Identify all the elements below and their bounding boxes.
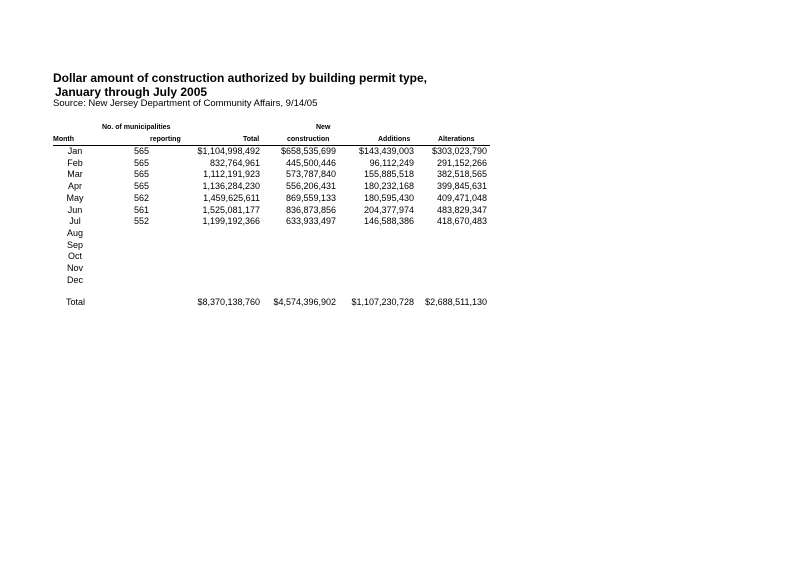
total-additions-cell: $1,107,230,728 (351, 297, 414, 307)
header-new-top: New (316, 124, 331, 131)
month-cell: Apr (67, 181, 82, 192)
additions-cell: 155,885,518 (363, 169, 414, 180)
month-cell: Jun (67, 204, 83, 215)
municipalities-cell: 552 (133, 216, 149, 227)
month-cell: Dec (66, 274, 83, 285)
month-cell: Oct (67, 251, 82, 262)
municipalities-cell: 565 (133, 169, 149, 180)
report-title-line-2: January through July 2005 (55, 85, 208, 99)
municipalities-cell: 565 (133, 146, 149, 156)
source-note: Source: New Jersey Department of Community Affairs, 9/14/05 (53, 98, 318, 109)
header-additions: Additions (378, 136, 411, 143)
total-cell: $1,104,998,492 (197, 146, 260, 156)
header-municipalities-bottom: reporting (150, 136, 181, 143)
report-title-line-1: Dollar amount of construction authorized by building permit type, (53, 71, 428, 85)
header-municipalities-top: No. of municipalities (102, 124, 171, 131)
additions-cell: 146,588,386 (363, 216, 414, 227)
header-alterations: Alterations (438, 136, 475, 143)
table-row (0, 275, 800, 287)
total-row (0, 297, 800, 309)
month-cell: Jul (69, 216, 81, 227)
additions-cell: 180,595,430 (363, 192, 414, 203)
table-row (0, 169, 800, 181)
total-cell: 832,764,961 (209, 157, 260, 168)
month-cell: Feb (67, 157, 83, 168)
month-cell: Mar (67, 169, 83, 180)
table-row (0, 146, 800, 158)
table-row (0, 193, 800, 205)
alterations-cell: $303,023,790 (431, 146, 487, 156)
total-label: Total (66, 297, 86, 307)
total-total-cell: $8,370,138,760 (197, 297, 260, 307)
total-cell: 1,525,081,177 (202, 204, 260, 215)
month-cell: Aug (66, 227, 83, 238)
total-alterations-cell: $2,688,511,130 (425, 297, 487, 307)
municipalities-cell: 565 (133, 157, 149, 168)
month-cell: Jan (67, 146, 83, 156)
table-row (0, 158, 800, 170)
municipalities-cell: 562 (133, 192, 149, 203)
alterations-cell: 418,670,483 (436, 216, 487, 227)
new-construction-cell: 633,933,497 (285, 216, 336, 227)
alterations-cell: 399,845,631 (436, 181, 487, 192)
table-row (0, 205, 800, 217)
alterations-cell: 291,152,266 (436, 157, 487, 168)
table-row (0, 228, 800, 240)
new-construction-cell: 836,873,856 (285, 204, 336, 215)
total-cell: 1,459,625,611 (203, 192, 260, 203)
total-new-construction-cell: $4,574,396,902 (273, 297, 336, 307)
month-cell: Sep (66, 239, 83, 250)
table-row (0, 263, 800, 275)
additions-cell: 180,232,168 (363, 181, 414, 192)
header-month: Month (53, 136, 74, 143)
new-construction-cell: 573,787,840 (285, 169, 336, 180)
alterations-cell: 409,471,048 (436, 192, 487, 203)
month-cell: Nov (66, 263, 83, 273)
additions-cell: 204,377,974 (363, 204, 414, 215)
header-total: Total (243, 136, 260, 143)
additions-cell: $143,439,003 (358, 146, 414, 156)
new-construction-cell: $658,535,699 (280, 146, 336, 156)
month-cell: May (66, 192, 84, 203)
alterations-cell: 483,829,347 (436, 204, 487, 215)
table-row (0, 251, 800, 263)
municipalities-cell: 561 (133, 204, 149, 215)
new-construction-cell: 445,500,446 (285, 157, 336, 168)
new-construction-cell: 556,206,431 (285, 181, 336, 192)
new-construction-cell: 869,559,133 (285, 192, 336, 203)
municipalities-cell: 565 (133, 181, 149, 192)
total-cell: 1,136,284,230 (202, 181, 260, 192)
table-row (0, 216, 800, 228)
additions-cell: 96,112,249 (369, 157, 414, 168)
header-new-bottom: construction (287, 136, 330, 143)
table-row (0, 240, 800, 252)
total-cell: 1,199,192,366 (202, 216, 260, 227)
alterations-cell: 382,518,565 (436, 169, 487, 180)
total-cell: 1,112,191,923 (203, 169, 260, 180)
table-row (0, 181, 800, 193)
